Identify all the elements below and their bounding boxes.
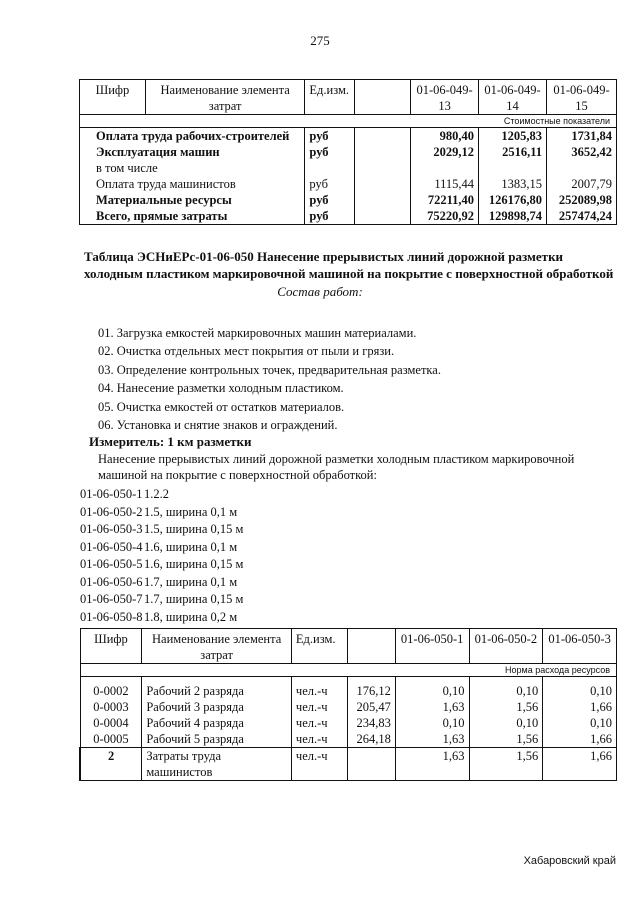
col2-header-code: Шифр [80, 629, 142, 664]
cell-v2: 1,56 [469, 748, 543, 781]
code-id: 01-06-050-5 [80, 557, 143, 571]
cell-name: Эксплуатация машин [80, 144, 305, 160]
page-number: 275 [310, 33, 330, 48]
cell-code: 0-0005 [80, 731, 142, 748]
cell-v2: 1383,15 [479, 176, 547, 192]
cell-v3 [547, 160, 617, 176]
cell-name: Оплата труда машинистов [80, 176, 305, 192]
cell-name: Оплата труда рабочих-строителей [80, 128, 305, 145]
cell-v1: 0,10 [395, 715, 469, 731]
col2-header-name: Наименование элемента затрат [142, 629, 292, 664]
code-item [80, 540, 237, 555]
cell-v1: 1,63 [395, 731, 469, 748]
code-item [80, 505, 237, 520]
cell-name: Всего, прямые затраты [80, 208, 305, 225]
cell-v2: 126176,80 [479, 192, 547, 208]
cell-v1: 75220,92 [411, 208, 479, 225]
cell-blank [347, 748, 395, 781]
cell-v1: 1,63 [395, 699, 469, 715]
code-id: 01-06-050-3 [80, 522, 143, 536]
code-id: 01-06-050-4 [80, 539, 143, 554]
cost-row [80, 144, 617, 160]
cell-v3: 0,10 [543, 715, 617, 731]
resource-subheader: Норма расхода ресурсов [80, 664, 617, 677]
cell-name: Рабочий 3 разряда [142, 699, 292, 715]
section-title: Таблица ЭСНиЕРс-01-06-050 Нанесение прерывистых линий дорожной разметки холодным пластиком маркировочной машиной на покрытие с поверхностной обработкой [84, 249, 614, 281]
work-item: 01. Загрузка емкостей маркировочных машин материалами. [98, 326, 417, 340]
cell-v3: 1731,84 [547, 128, 617, 145]
cell-price: 264,18 [347, 731, 395, 748]
cell-unit: чел.-ч [291, 683, 347, 699]
resource-table [79, 628, 617, 781]
code-item [80, 610, 237, 625]
col-header-code: Шифр [80, 80, 146, 115]
cell-name: Затраты труда машинистов [142, 748, 292, 781]
resource-row [80, 699, 617, 715]
col-header-unit: Ед.изм. [305, 80, 355, 115]
footer-region: Хабаровский край [523, 855, 616, 867]
cell-v1: 1,63 [395, 748, 469, 781]
cell-v2 [479, 160, 547, 176]
cell-unit: руб [305, 144, 355, 160]
code-text: 1.6, ширина 0,1 м [144, 539, 238, 554]
cell-blank [355, 144, 411, 160]
cell-v1: 0,10 [395, 683, 469, 699]
cell-unit: чел.-ч [291, 699, 347, 715]
cell-code: 2 [80, 748, 142, 781]
cell-unit: чел.-ч [291, 731, 347, 748]
cell-v2: 0,10 [469, 715, 543, 731]
code-id: 01-06-050-8 [80, 609, 143, 624]
code-text: 1.5, ширина 0,1 м [144, 504, 238, 519]
code-id: 01-06-050-6 [80, 574, 143, 589]
cell-blank [355, 160, 411, 176]
cell-v3: 0,10 [543, 683, 617, 699]
cell-blank [355, 176, 411, 192]
code-item [80, 575, 237, 590]
cell-v1: 72211,40 [411, 192, 479, 208]
cell-unit: чел.-ч [291, 748, 347, 781]
cost-row [80, 176, 617, 192]
cost-subheader: Стоимостные показатели [80, 115, 617, 128]
col2-header-blank [347, 629, 395, 664]
code-id: 01-06-050-2 [80, 504, 143, 519]
work-item: 03. Определение контрольных точек, предварительная разметка. [98, 362, 441, 377]
cell-v2: 129898,74 [479, 208, 547, 225]
cost-row [80, 160, 617, 176]
cost-table [79, 79, 617, 225]
code-text: 1.2.2 [144, 487, 169, 501]
code-item [80, 522, 243, 537]
cell-v1: 980,40 [411, 128, 479, 145]
cost-row [80, 208, 617, 225]
cell-blank [355, 208, 411, 225]
cell-v2: 1,56 [469, 731, 543, 748]
cell-name: Рабочий 2 разряда [142, 683, 292, 699]
col2-header-v3: 01-06-050-3 [543, 629, 617, 664]
cell-v1: 2029,12 [411, 144, 479, 160]
cell-v2: 2516,11 [479, 144, 547, 160]
cell-name: Рабочий 4 разряда [142, 715, 292, 731]
cell-v3: 257474,24 [547, 208, 617, 225]
cell-blank [355, 128, 411, 145]
cell-v2: 0,10 [469, 683, 543, 699]
cell-v3: 1,66 [543, 699, 617, 715]
cell-code: 0-0003 [80, 699, 142, 715]
work-item: 02. Очистка отдельных мест покрытия от пыли и грязи. [98, 344, 395, 359]
cell-unit [305, 160, 355, 176]
cell-unit: руб [305, 192, 355, 208]
col2-header-unit: Ед.изм. [291, 629, 347, 664]
cell-v2: 1205,83 [479, 128, 547, 145]
cell-v3: 252089,98 [547, 192, 617, 208]
cell-unit: руб [305, 208, 355, 225]
cell-v1: 1115,44 [411, 176, 479, 192]
cost-row [80, 128, 617, 145]
cell-name: Материальные ресурсы [80, 192, 305, 208]
description: Нанесение прерывистых линий дорожной разметки холодным пластиком маркировочной машиной на покрытие с поверхностной обработкой: [98, 452, 575, 482]
cell-price: 234,83 [347, 715, 395, 731]
cell-v1 [411, 160, 479, 176]
resource-row [80, 715, 617, 731]
cell-unit: руб [305, 128, 355, 145]
cell-name: Рабочий 5 разряда [142, 731, 292, 748]
code-text: 1.5, ширина 0,15 м [144, 522, 244, 536]
code-text: 1.7, ширина 0,15 м [144, 592, 244, 606]
col-header-v3: 01-06-049-15 [547, 80, 617, 115]
code-text: 1.8, ширина 0,2 м [144, 609, 238, 624]
cell-code: 0-0002 [80, 683, 142, 699]
cell-price: 176,12 [347, 683, 395, 699]
cell-code: 0-0004 [80, 715, 142, 731]
resource-row [80, 683, 617, 699]
col2-header-v2: 01-06-050-2 [469, 629, 543, 664]
col-header-v1: 01-06-049-13 [411, 80, 479, 115]
cell-v3: 3652,42 [547, 144, 617, 160]
code-text: 1.7, ширина 0,1 м [144, 574, 238, 589]
col-header-name: Наименование элемента затрат [145, 80, 305, 115]
cost-row [80, 192, 617, 208]
composition-title: Состав работ: [277, 284, 363, 299]
code-text: 1.6, ширина 0,15 м [144, 557, 244, 571]
code-item [80, 592, 243, 607]
code-item [80, 557, 243, 572]
work-item: 05. Очистка емкостей от остатков материалов. [98, 399, 345, 414]
measure-unit: Измеритель: 1 км разметки [89, 434, 252, 449]
cell-v2: 1,56 [469, 699, 543, 715]
cell-unit: руб [305, 176, 355, 192]
cell-name: в том числе [80, 160, 305, 176]
code-id: 01-06-050-1 [80, 487, 143, 501]
cell-v3: 1,66 [543, 748, 617, 781]
work-item: 06. Установка и снятие знаков и ограждений. [98, 418, 338, 432]
resource-total-row [80, 748, 617, 781]
col-header-v2: 01-06-049-14 [479, 80, 547, 115]
code-item [80, 487, 169, 502]
cell-price: 205,47 [347, 699, 395, 715]
cell-blank [355, 192, 411, 208]
cell-unit: чел.-ч [291, 715, 347, 731]
cell-v3: 2007,79 [547, 176, 617, 192]
code-id: 01-06-050-7 [80, 592, 143, 606]
col-header-blank [355, 80, 411, 115]
resource-row [80, 731, 617, 748]
cell-v3: 1,66 [543, 731, 617, 748]
work-item: 04. Нанесение разметки холодным пластиком. [98, 381, 344, 396]
col2-header-v1: 01-06-050-1 [395, 629, 469, 664]
